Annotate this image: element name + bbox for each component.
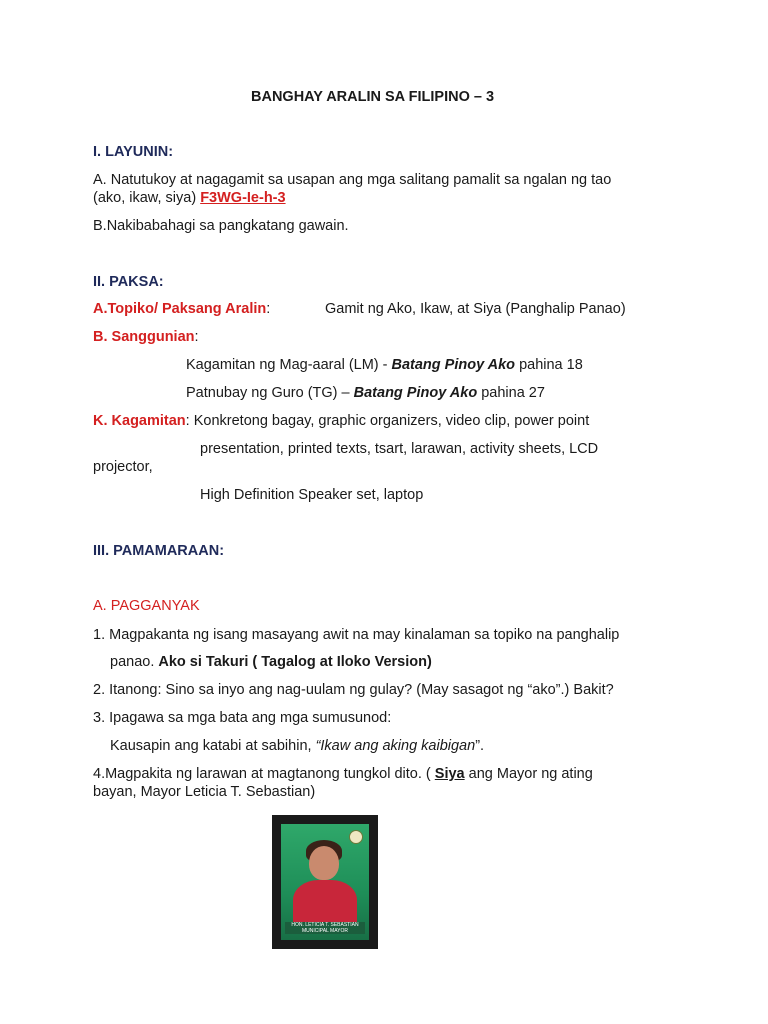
lm-book-title: Batang Pinoy Ako [391, 357, 516, 373]
pagganyak-item3-sub [110, 737, 484, 755]
item3-sub-quote: “Ikaw ang aking kaibigan [315, 738, 476, 754]
layunin-a-line1: A. Natutukoy at nagagamit sa usapan ang mga salitang pamalit sa ngalan ng tao [93, 172, 612, 188]
pagganyak-item3: 3. Ipagawa sa mga bata ang mga sumusunod: [93, 710, 392, 726]
page-title: BANGHAY ARALIN SA FILIPINO – 3 [251, 89, 495, 105]
item4-suffix: ang Mayor ng ating [464, 766, 593, 782]
sanggunian-tg [186, 384, 545, 402]
section-heading-paksa: II. PAKSA: [93, 274, 164, 290]
pagganyak-item1-line1: 1. Magpakanta ng isang masayang awit na may kinalaman sa topiko na panghalip [93, 627, 620, 643]
kagamitan-row [93, 412, 589, 430]
layunin-b: B.Nakibabahagi sa pangkatang gawain. [93, 218, 349, 234]
subheading-pagganyak: A. PAGGANYAK [93, 598, 200, 614]
mayor-photo-frame [272, 815, 378, 949]
topiko-row [93, 300, 270, 318]
photo-caption [285, 922, 365, 934]
lm-page: pahina 18 [515, 357, 583, 373]
topiko-colon: : [266, 301, 271, 317]
kagamitan-line1: : Konkretong bagay, graphic organizers, video clip, power point [185, 413, 590, 429]
tg-book-title: Batang Pinoy Ako [353, 385, 478, 401]
layunin-a-text: (ako, ikaw, siya) [93, 190, 197, 206]
sanggunian-label: B. Sanggunian [93, 329, 195, 345]
competency-code: F3WG-Ie-h-3 [200, 190, 286, 206]
sanggunian-colon: : [194, 329, 199, 345]
mayor-photo [281, 824, 369, 940]
kagamitan-label: K. Kagamitan [93, 413, 186, 429]
topiko-label: A.Topiko/ Paksang Aralin [93, 301, 267, 317]
lm-prefix: Kagamitan ng Mag-aaral (LM) - [186, 357, 392, 373]
photo-caption-name: HON. LETICIA T. SEBASTIAN [291, 922, 359, 928]
pagganyak-item2: 2. Itanong: Sino sa inyo ang nag-uulam ng gulay? (May sasagot ng “ako”.) Bakit? [93, 682, 614, 698]
pagganyak-item4-line1 [93, 765, 593, 783]
sanggunian-lm [186, 356, 583, 374]
kagamitan-line2: presentation, printed texts, tsart, larawan, activity sheets, LCD [200, 441, 599, 457]
tg-page: pahina 27 [477, 385, 545, 401]
municipal-seal-icon [349, 830, 363, 844]
section-heading-layunin: I. LAYUNIN: [93, 144, 174, 160]
kagamitan-line3: projector, [93, 459, 153, 475]
item4-prefix: 4.Magpakita ng larawan at magtanong tungkol dito. ( [93, 766, 435, 782]
sanggunian-row [93, 328, 199, 346]
item4-siya: Siya [434, 766, 465, 782]
tg-prefix: Patnubay ng Guro (TG) – [186, 385, 354, 401]
kagamitan-line4: High Definition Speaker set, laptop [200, 487, 424, 503]
item1-prefix: panao. [110, 654, 159, 670]
pagganyak-item4-line2: bayan, Mayor Leticia T. Sebastian) [93, 784, 316, 800]
layunin-a-line2 [93, 189, 286, 207]
item3-sub-prefix: Kausapin ang katabi at sabihin, [110, 738, 316, 754]
song-title: Ako si Takuri ( Tagalog at Iloko Version) [158, 654, 432, 670]
topiko-value: Gamit ng Ako, Ikaw, at Siya (Panghalip Panao) [325, 301, 626, 317]
item3-sub-suffix: ”. [475, 738, 485, 754]
section-heading-pamamaraan: III. PAMAMARAAN: [93, 543, 225, 559]
photo-face [309, 846, 339, 880]
photo-caption-title: MUNICIPAL MAYOR [301, 928, 349, 934]
pagganyak-item1-line2 [110, 653, 432, 671]
